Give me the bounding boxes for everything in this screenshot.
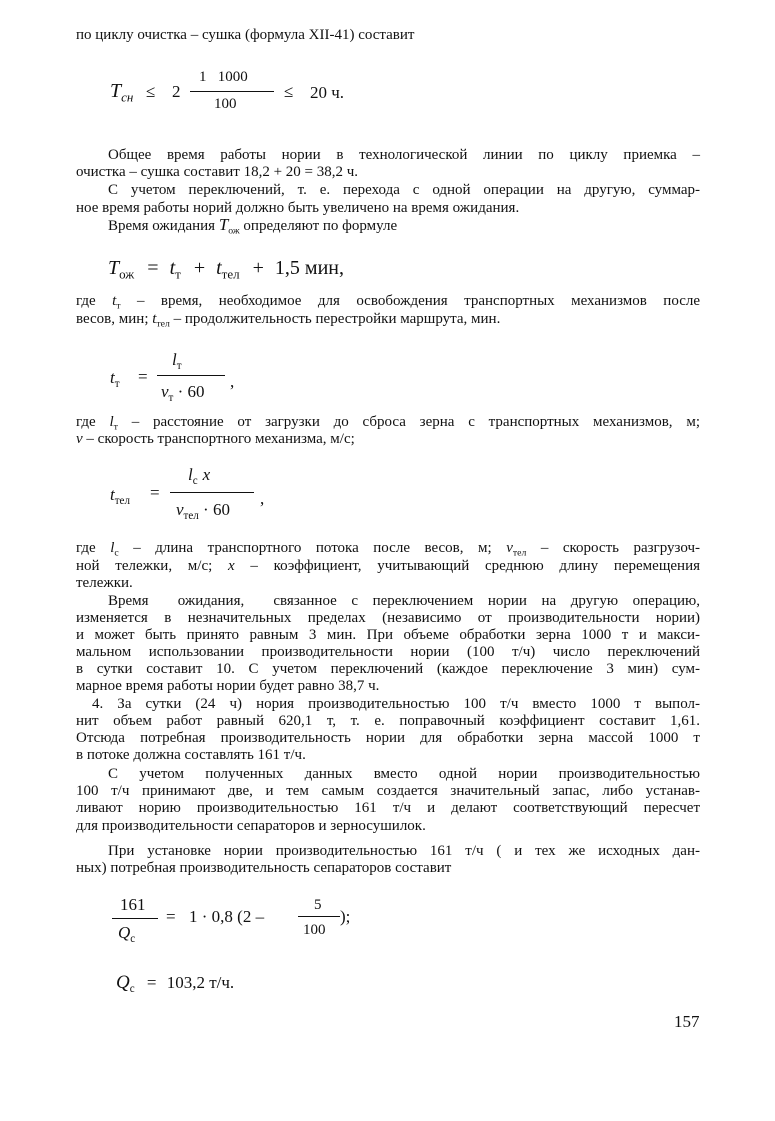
- eq4-lhs: $t_{тел}$: [110, 485, 130, 507]
- eq1-fraction-bar: [190, 91, 274, 92]
- para3: Время ожидания $T_{ож}$ определяют по формуле: [108, 215, 398, 237]
- def1-line-1: где $t_т$ – время, необходимое для освобождения транспортных механизмов после: [76, 293, 700, 312]
- para5-line-2: нит объем работ равный 620,1 т, т. е. поправочный коэффициент составит 1,61.: [76, 713, 700, 729]
- eq5-inner-numerator: 5: [314, 897, 322, 913]
- eq4-equals: =: [150, 483, 160, 502]
- eq5-fraction-bar: [112, 918, 158, 919]
- intro-line: по циклу очистка – сушка (формула XII-41) составит: [76, 27, 415, 43]
- para6-line-3: ливают норию производительностью 161 т/ч и делают соответствующий пересчет: [76, 800, 700, 816]
- para5-line-4: в потоке должна составлять 161 т/ч.: [76, 747, 306, 763]
- eq5-middle: 1 · 0,8 (2 –: [189, 907, 265, 926]
- para4-line-3: и может быть принято равным 3 мин. При объеме обработки зерна 1000 т и макси-: [76, 627, 700, 643]
- eq1-lhs: $T_{сн}$: [110, 80, 134, 105]
- para6-line-1: С учетом полученных данных вместо одной нории производительностью: [108, 766, 700, 782]
- para4-line-6: марное время работы нории будет равно 38,7 ч.: [76, 678, 380, 694]
- eq5-inner-fraction-bar: [298, 916, 340, 917]
- para4-line-1: Время ожидания, связанное с переключением нории на другую операцию,: [108, 593, 700, 609]
- equation-6: $Q_с = 103,2$ т/ч.: [116, 972, 235, 995]
- para7-line-1: При установке нории производительностью 161 т/ч ( и тех же исходных дан-: [108, 843, 700, 859]
- eq3-equals: =: [138, 367, 148, 386]
- equation-2: $T_{ож} = t_т + t_{тел} + 1,5$ мин,: [108, 257, 344, 282]
- eq1-numerator: 1 1000: [199, 69, 248, 85]
- para1-line-2: очистка – сушка составит 18,2 + 20 = 38,2 ч.: [76, 164, 359, 180]
- eq1-rhs: 20 ч.: [310, 83, 345, 102]
- eq4-comma: ,: [260, 489, 265, 508]
- eq4-denominator: $v_{тел} \cdot 60$: [176, 500, 230, 522]
- para2-line-2: ное время работы норий должно быть увеличено на время ожидания.: [76, 200, 520, 216]
- para2-line-1: С учетом переключений, т. е. перехода с одной операции на другую, суммар-: [108, 182, 700, 198]
- def3-line-1: где $l_с$ – длина транспортного потока после весов, м; $v_{тел}$ – скорость разгрузоч-: [76, 540, 700, 559]
- para4-line-5: в сутки составит 10. С учетом переключений (каждое переключение 3 мин) сум-: [76, 661, 700, 677]
- eq1-le-sign-2: ≤: [284, 82, 294, 101]
- eq3-numerator: $l_т$: [172, 350, 182, 372]
- para1-line-1: Общее время работы нории в технологической линии по циклу приемка –: [108, 147, 700, 163]
- eq5-tail: );: [340, 907, 351, 926]
- eq5-denominator: $Q_с$: [118, 923, 136, 945]
- para5-line-1: 4. За сутки (24 ч) нория производительностью 100 т/ч вместо 1000 т выпол-: [92, 696, 700, 712]
- def2-line-1: где $l_т$ – расстояние от загрузки до сброса зерна с транспортных механизмов, м;: [76, 414, 700, 433]
- eq1-coef: 2: [172, 82, 181, 101]
- def3-line-2: ной тележки, м/с; x – коэффициент, учитывающий среднюю длину перемещения: [76, 558, 700, 574]
- def1-line-2: весов, мин; $t_{тел}$ – продолжительность перестройки маршрута, мин.: [76, 311, 501, 330]
- para6-line-2: 100 т/ч принимают две, и тем самым создается значительный запас, либо устанав-: [76, 783, 700, 799]
- eq1-denominator: 100: [214, 96, 237, 112]
- para4-line-4: мальном использовании производительности нории (100 т/ч) число переключений: [76, 644, 700, 660]
- def3-line-3: тележки.: [76, 575, 133, 591]
- eq1-le-sign: ≤: [146, 82, 156, 101]
- para4-line-2: изменяется в незначительных пределах (независимо от производительности нории): [76, 610, 700, 626]
- eq4-numerator: $l_с$ x: [188, 465, 211, 487]
- def2-line-2: v – скорость транспортного механизма, м/с;: [76, 431, 355, 447]
- eq3-denominator: $v_т \cdot 60$: [161, 382, 205, 404]
- eq5-equals: =: [166, 907, 176, 926]
- para6-line-4: для производительности сепараторов и зерносушилок.: [76, 818, 426, 834]
- para7-line-2: ных) потребная производительность сепараторов составит: [76, 860, 452, 876]
- eq5-numerator: 161: [120, 895, 146, 914]
- eq4-fraction-bar: [170, 492, 254, 493]
- eq3-fraction-bar: [157, 375, 225, 376]
- page-number: 157: [674, 1012, 700, 1031]
- eq5-inner-denominator: 100: [303, 922, 326, 938]
- eq3-lhs: $t_т$: [110, 368, 120, 390]
- para5-line-3: Отсюда потребная производительность нории для обработки зерна массой 1000 т: [76, 730, 700, 746]
- eq3-comma: ,: [230, 372, 235, 391]
